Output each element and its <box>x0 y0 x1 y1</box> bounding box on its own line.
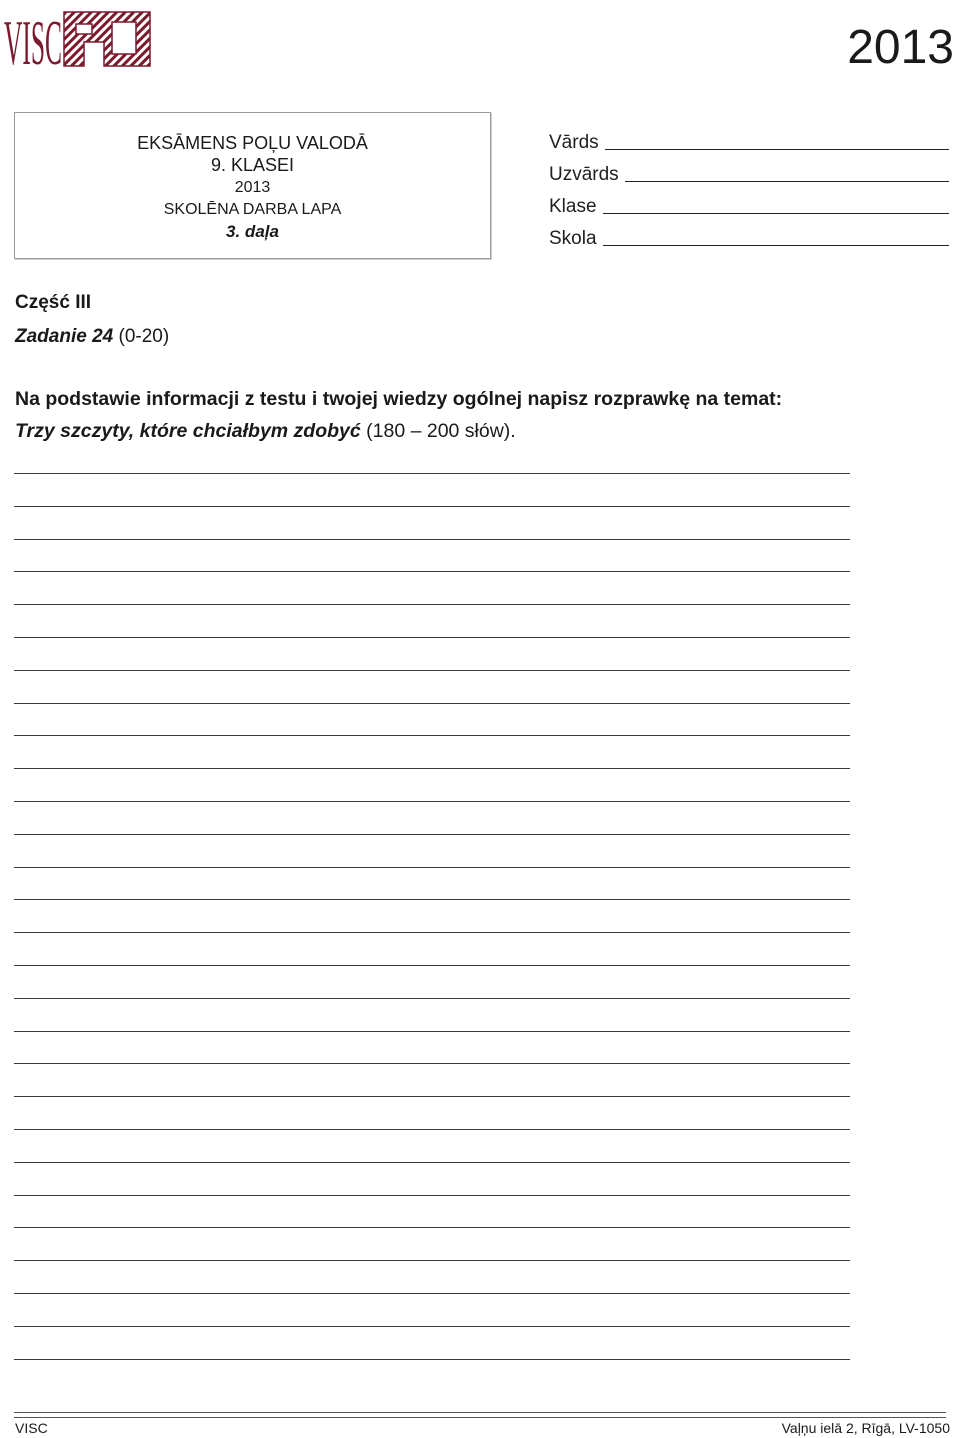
writing-line[interactable] <box>14 1359 850 1360</box>
writing-line[interactable] <box>14 571 850 572</box>
writing-line[interactable] <box>14 1326 850 1327</box>
writing-line[interactable] <box>14 998 850 999</box>
writing-line[interactable] <box>14 735 850 736</box>
field-vards[interactable] <box>549 122 949 154</box>
writing-line[interactable] <box>14 1260 850 1261</box>
writing-line[interactable] <box>14 801 850 802</box>
footer-rule <box>14 1412 946 1418</box>
field-label: Klase <box>549 196 597 217</box>
logo-lettering: VISC <box>4 7 62 70</box>
writing-line[interactable] <box>14 932 850 933</box>
writing-line[interactable] <box>14 604 850 605</box>
writing-line[interactable] <box>14 867 850 868</box>
exam-title: EKSĀMENS POĻU VALODĀ <box>137 133 368 153</box>
writing-line[interactable] <box>14 965 850 966</box>
exam-info-box <box>14 112 491 259</box>
field-line[interactable] <box>605 149 949 150</box>
field-uzvards[interactable] <box>549 154 949 186</box>
task-instruction: Na podstawie informacji z testu i twojej wiedzy ogólnej napisz rozprawkę na temat: <box>15 388 783 410</box>
student-fields <box>549 122 949 250</box>
exam-year: 2013 <box>234 179 271 196</box>
exam-grade: 9. KLASEI <box>210 155 295 175</box>
field-label: Vārds <box>549 132 599 153</box>
writing-line[interactable] <box>14 703 850 704</box>
field-klase[interactable] <box>549 186 949 218</box>
writing-line[interactable] <box>14 637 850 638</box>
exam-sheet-type: SKOLĒNA DARBA LAPA <box>163 201 342 218</box>
task-heading <box>15 326 169 348</box>
task-label: Zadanie 24 <box>15 326 114 347</box>
header-year: 2013 <box>847 21 954 74</box>
topic-length: (180 – 200 słów). <box>366 420 516 442</box>
field-line[interactable] <box>603 245 949 246</box>
part-title: Część III <box>15 292 92 313</box>
task-points: (0-20) <box>118 326 170 347</box>
writing-line[interactable] <box>14 1162 850 1163</box>
footer-address: Vaļņu ielā 2, Rīgā, LV-1050 <box>781 1420 950 1436</box>
writing-line[interactable] <box>14 1293 850 1294</box>
writing-line[interactable] <box>14 1063 850 1064</box>
writing-line[interactable] <box>14 539 850 540</box>
exam-part: 3. daļa <box>226 222 279 241</box>
writing-line[interactable] <box>14 473 850 474</box>
field-line[interactable] <box>625 181 949 182</box>
topic-title: Trzy szczyty, które chciałbym zdobyć <box>15 420 361 442</box>
writing-area[interactable] <box>14 473 850 1391</box>
writing-line[interactable] <box>14 1096 850 1097</box>
essay-topic <box>15 417 516 445</box>
writing-line[interactable] <box>14 670 850 671</box>
footer-org: VISC <box>15 1420 48 1436</box>
field-label: Skola <box>549 228 597 249</box>
writing-line[interactable] <box>14 834 850 835</box>
field-line[interactable] <box>603 213 949 214</box>
field-label: Uzvārds <box>549 164 619 185</box>
field-skola[interactable] <box>549 218 949 250</box>
writing-line[interactable] <box>14 768 850 769</box>
writing-line[interactable] <box>14 899 850 900</box>
writing-line[interactable] <box>14 1227 850 1228</box>
writing-line[interactable] <box>14 1129 850 1130</box>
writing-line[interactable] <box>14 1195 850 1196</box>
visc-logo <box>4 4 152 70</box>
writing-line[interactable] <box>14 506 850 507</box>
writing-line[interactable] <box>14 1031 850 1032</box>
